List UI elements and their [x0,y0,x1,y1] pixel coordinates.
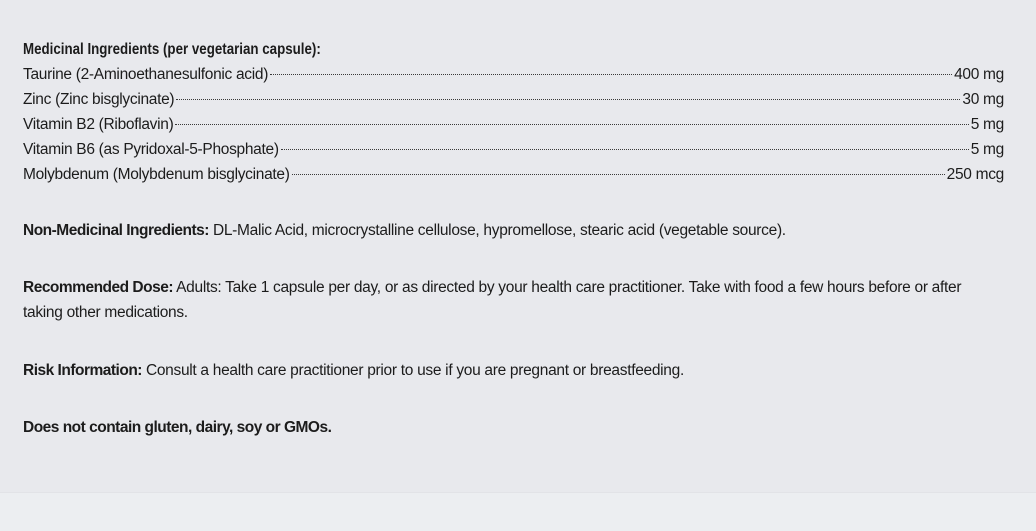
medicinal-ingredients-list [23,62,1004,187]
ingredient-row [23,137,1004,162]
ingredient-amount: 250 mcg [946,166,1004,183]
free-from-statement: Does not contain gluten, dairy, soy or GMOs. [23,419,332,436]
risk-information-text: Consult a health care practitioner prior to use if you are pregnant or breastfeeding. [141,362,684,379]
ingredient-name: Vitamin B6 (as Pyridoxal-5-Phosphate) [23,141,279,158]
non-medicinal-text: DL-Malic Acid, microcrystalline cellulose, hypromellose, stearic acid (vegetable source). [208,222,786,239]
ingredient-row [23,162,1004,187]
supplement-facts-panel [23,38,1004,440]
ingredient-name: Molybdenum (Molybdenum bisglycinate) [23,166,290,183]
bottom-band [0,492,1036,531]
dot-leader [292,174,945,175]
ingredient-row [23,62,1004,87]
risk-information-label: Risk Information: [23,362,142,379]
dot-leader [175,124,968,125]
risk-information [23,358,1004,383]
ingredient-row [23,112,1004,137]
recommended-dose-text: Adults: Take 1 capsule per day, or as directed by your health care practitioner. Take with food a few hours before or after taking other medications. [23,279,962,321]
ingredient-row [23,87,1004,112]
non-medicinal-ingredients [23,218,1004,243]
ingredient-amount: 400 mg [954,66,1004,83]
ingredient-name: Zinc (Zinc bisglycinate) [23,91,175,108]
medicinal-ingredients-heading: Medicinal Ingredients (per vegetarian capsule): [23,41,321,58]
dot-leader [281,149,969,150]
recommended-dose [23,275,1004,325]
non-medicinal-label: Non-Medicinal Ingredients: [23,222,209,239]
recommended-dose-label: Recommended Dose: [23,279,173,296]
ingredient-amount: 5 mg [970,141,1004,158]
ingredient-amount: 30 mg [962,91,1004,108]
dot-leader [176,99,960,100]
ingredient-amount: 5 mg [970,116,1004,133]
ingredient-name: Taurine (2-Aminoethanesulfonic acid) [23,66,269,83]
dot-leader [270,74,952,75]
ingredient-name: Vitamin B2 (Riboflavin) [23,116,174,133]
